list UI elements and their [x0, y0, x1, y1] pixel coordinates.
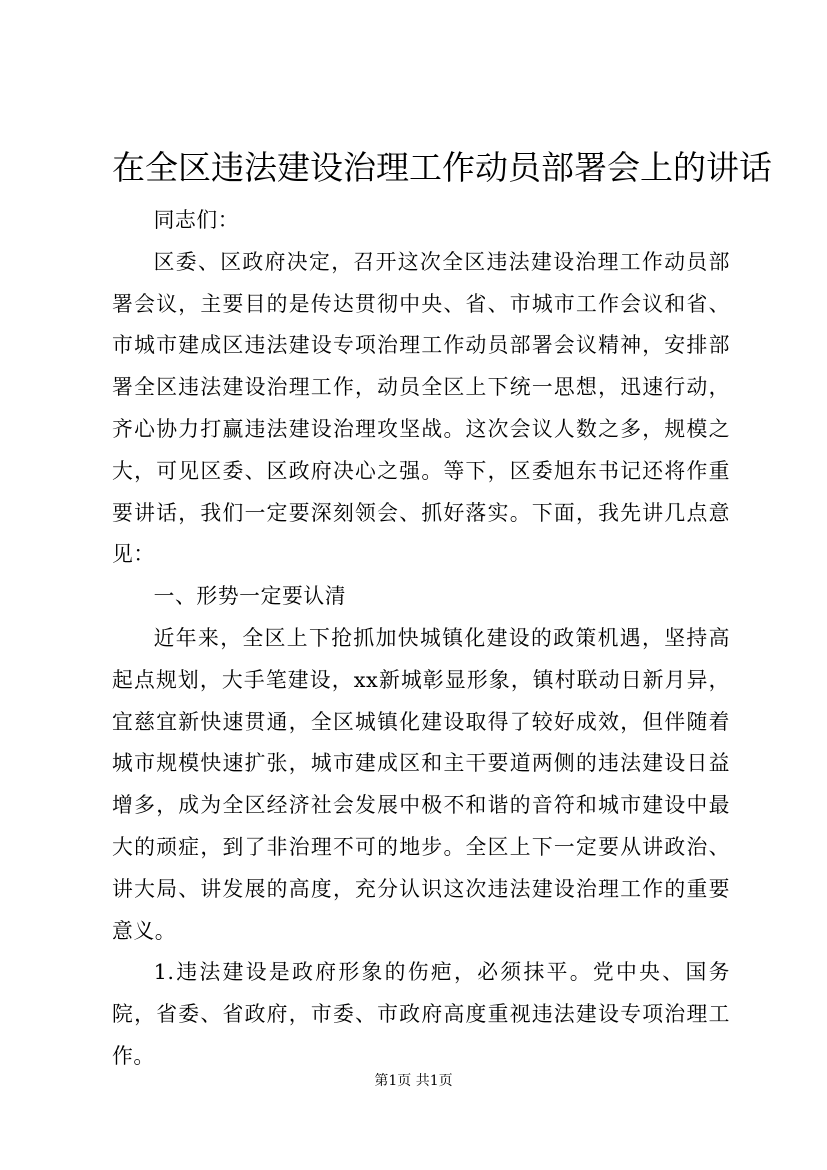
document-body — [112, 200, 730, 1078]
paragraph-situation: 近年来，全区上下抢抓加快城镇化建设的政策机遇，坚持高起点规划，大手笔建设，xx新城彰显形象，镇村联动日新月异，宜慈宜新快速贯通，全区城镇化建设取得了较好成效，但伴随着城市规模快速扩张，城市建成区和主干要道两侧的违法建设日益增多，成为全区经济社会发展中极不和谐的音符和城市建设中最大的顽症，到了非治理不可的地步。全区上下一定要从讲政治、讲大局、讲发展的高度，充分认识这次违法建设治理工作的重要意义。 — [112, 625, 730, 943]
paragraph-point-1: 1.违法建设是政府形象的伤疤，必须抹平。党中央、国务院，省委、省政府，市委、市政府高度重视违法建设专项治理工作。 — [112, 960, 730, 1068]
paragraph-intro: 区委、区政府决定，召开这次全区违法建设治理工作动员部署会议，主要目的是传达贯彻中央、省、市城市工作会议和省、市城市建成区违法建设专项治理工作动员部署会议精神，安排部署全区违法建设治理工作，动员全区上下统一思想，迅速行动，齐心协力打赢违法建设治理攻坚战。这次会议人数之多，规模之大，可见区委、区政府决心之强。等下，区委旭东书记还将作重要讲话，我们一定要深刻领会、抓好落实。下面，我先讲几点意见： — [112, 249, 730, 567]
section-heading: 一、形势一定要认清 — [153, 584, 347, 609]
document-title: 在全区违法建设治理工作动员部署会上的讲话 — [112, 148, 772, 187]
salutation: 同志们： — [153, 208, 240, 232]
page-number-footer: 第1页 共1页 — [374, 1073, 453, 1089]
